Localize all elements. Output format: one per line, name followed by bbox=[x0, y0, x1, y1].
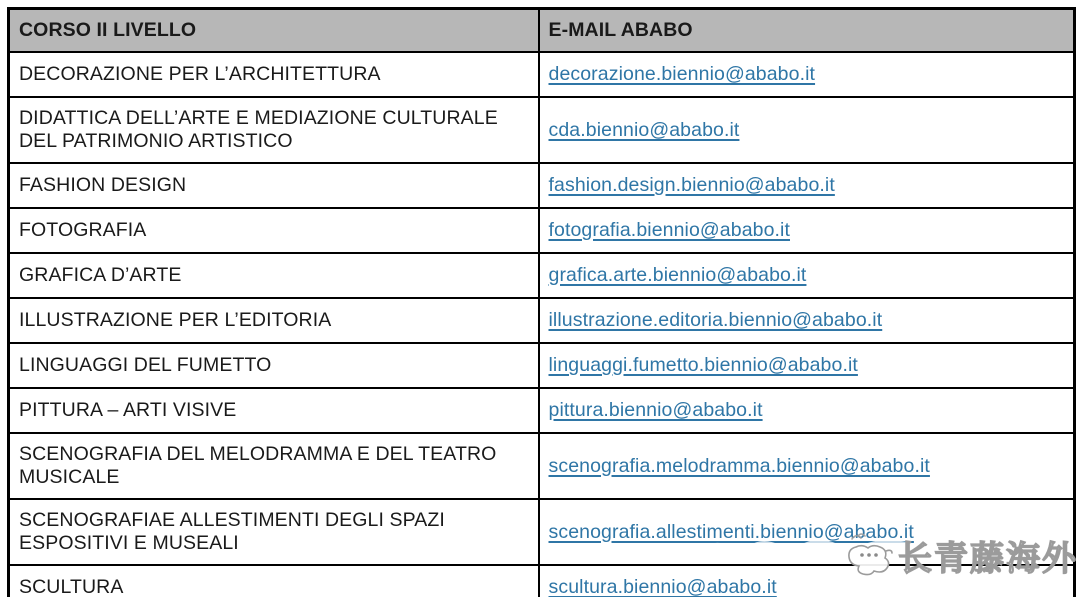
table-row bbox=[9, 52, 1075, 97]
email-link[interactable]: fashion.design.biennio@ababo.it bbox=[548, 174, 835, 196]
course-cell: GRAFICA D’ARTE bbox=[9, 253, 539, 298]
email-link[interactable]: decorazione.biennio@ababo.it bbox=[548, 63, 816, 85]
email-link[interactable]: cda.biennio@ababo.it bbox=[548, 118, 740, 141]
email-cell bbox=[539, 343, 1075, 388]
email-link[interactable]: fotografia.biennio@ababo.it bbox=[548, 219, 790, 241]
table-row bbox=[9, 499, 1075, 565]
table-row bbox=[9, 388, 1075, 433]
email-link[interactable]: grafica.arte.biennio@ababo.it bbox=[548, 264, 807, 286]
email-cell bbox=[539, 163, 1075, 208]
course-cell: SCULTURA bbox=[9, 565, 539, 597]
table-row bbox=[9, 433, 1075, 499]
table-row bbox=[9, 298, 1075, 343]
course-email-table-wrap bbox=[7, 7, 1073, 597]
course-cell: DECORAZIONE PER L’ARCHITETTURA bbox=[9, 52, 539, 97]
table-row bbox=[9, 163, 1075, 208]
header-row bbox=[9, 9, 1075, 53]
email-cell bbox=[539, 388, 1075, 433]
email-cell bbox=[539, 97, 1075, 163]
course-email-table bbox=[7, 7, 1076, 597]
course-cell: FASHION DESIGN bbox=[9, 163, 539, 208]
email-link[interactable]: linguaggi.fumetto.biennio@ababo.it bbox=[548, 354, 858, 376]
email-cell bbox=[539, 499, 1075, 565]
email-link[interactable]: scenografia.allestimenti.biennio@ababo.it bbox=[548, 520, 914, 543]
table-row bbox=[9, 343, 1075, 388]
email-link[interactable]: pittura.biennio@ababo.it bbox=[548, 399, 763, 421]
table-row bbox=[9, 208, 1075, 253]
table-row bbox=[9, 97, 1075, 163]
email-cell bbox=[539, 298, 1075, 343]
email-cell bbox=[539, 208, 1075, 253]
email-cell bbox=[539, 52, 1075, 97]
watermark-text: 长青藤海外 bbox=[898, 540, 1078, 578]
email-cell bbox=[539, 433, 1075, 499]
course-cell: LINGUAGGI DEL FUMETTO bbox=[9, 343, 539, 388]
course-cell: SCENOGRAFIAE ALLESTIMENTI DEGLI SPAZI ESPOSITIVI E MUSEALI bbox=[9, 499, 539, 565]
email-link[interactable]: scenografia.melodramma.biennio@ababo.it bbox=[548, 454, 930, 477]
course-cell: SCENOGRAFIA DEL MELODRAMMA E DEL TEATRO MUSICALE bbox=[9, 433, 539, 499]
course-cell: PITTURA – ARTI VISIVE bbox=[9, 388, 539, 433]
email-link[interactable]: scultura.biennio@ababo.it bbox=[548, 575, 777, 597]
course-cell: DIDATTICA DELL’ARTE E MEDIAZIONE CULTURALE DEL PATRIMONIO ARTISTICO bbox=[9, 97, 539, 163]
email-cell bbox=[539, 253, 1075, 298]
email-link[interactable]: illustrazione.editoria.biennio@ababo.it bbox=[548, 309, 883, 331]
table-row bbox=[9, 565, 1075, 597]
email-cell bbox=[539, 565, 1075, 597]
header-corso-ii-livello: CORSO II LIVELLO bbox=[9, 9, 539, 53]
table-row bbox=[9, 253, 1075, 298]
course-cell: FOTOGRAFIA bbox=[9, 208, 539, 253]
header-email-ababo: E-MAIL ABABO bbox=[539, 9, 1075, 53]
table-body bbox=[9, 52, 1075, 597]
course-cell: ILLUSTRAZIONE PER L’EDITORIA bbox=[9, 298, 539, 343]
